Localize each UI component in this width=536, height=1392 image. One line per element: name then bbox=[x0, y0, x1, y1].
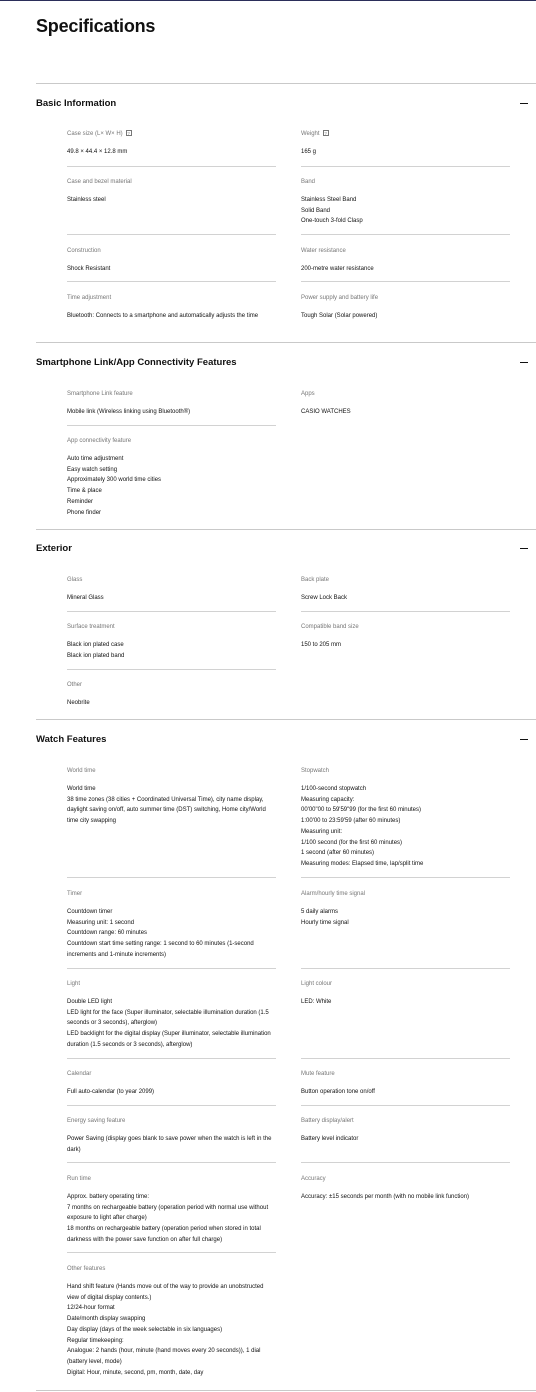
item-divider bbox=[67, 425, 276, 426]
spec-value-line: Power Saving (display goes blank to save power when the watch is left in the dark) bbox=[67, 1136, 272, 1153]
spec-value bbox=[67, 593, 276, 604]
spec-value bbox=[301, 640, 510, 651]
item-divider bbox=[67, 166, 276, 167]
spec-value bbox=[67, 311, 276, 322]
spec-value-line: Measuring unit: bbox=[301, 828, 343, 835]
item-divider bbox=[67, 281, 276, 282]
spec-item-other bbox=[67, 681, 276, 709]
spec-item-mute-feature bbox=[301, 1070, 510, 1098]
spec-value-line: LED backlight for the digital display (Super illuminator, selectable illumination duration (1.5 seconds or 3 seconds), afterglow) bbox=[67, 1031, 271, 1048]
spec-label: Alarm/hourly time signal bbox=[301, 891, 366, 897]
spec-label: Glass bbox=[67, 577, 83, 583]
spec-value bbox=[301, 1087, 510, 1098]
spec-value-line: Easy watch setting bbox=[67, 466, 118, 473]
spec-item-smartphone-link-feature bbox=[67, 390, 276, 418]
spec-item-energy-saving-feature bbox=[67, 1117, 276, 1155]
spec-value-line: 12/24-hour format bbox=[67, 1305, 115, 1312]
spec-value bbox=[301, 997, 510, 1008]
collapse-minus-icon[interactable] bbox=[520, 739, 528, 740]
spec-item-stopwatch bbox=[301, 767, 510, 870]
spec-label: World time bbox=[67, 768, 96, 774]
spec-value-line: Approximately 300 world time cities bbox=[67, 477, 162, 484]
item-divider bbox=[301, 968, 510, 969]
spec-item-run-time bbox=[67, 1175, 276, 1246]
spec-label: Power supply and battery life bbox=[301, 295, 379, 301]
item-divider bbox=[301, 611, 510, 612]
spec-value bbox=[67, 1282, 276, 1378]
item-divider bbox=[67, 234, 276, 235]
spec-value-line: Approx. battery operating time: bbox=[67, 1194, 150, 1200]
item-divider bbox=[67, 877, 276, 878]
spec-item-app-connectivity-feature bbox=[67, 437, 276, 518]
spec-value-line: Countdown start time setting range: 1 second to 60 minutes (1-second increments and 1-minute increments) bbox=[67, 941, 254, 958]
spec-label: Timer bbox=[67, 891, 83, 897]
item-divider bbox=[301, 1105, 510, 1106]
spec-value bbox=[301, 311, 510, 322]
spec-label: Other bbox=[67, 682, 83, 688]
spec-value bbox=[67, 997, 276, 1051]
spec-item-case-size-l-w-h bbox=[67, 130, 276, 158]
spec-value-line: 150 to 205 mm bbox=[301, 642, 342, 648]
spec-label: Light bbox=[67, 981, 81, 987]
spec-value-line: Tough Solar (Solar powered) bbox=[301, 313, 378, 319]
spec-value bbox=[67, 407, 276, 418]
spec-label: Weight ? bbox=[301, 131, 327, 137]
section-divider bbox=[36, 342, 536, 343]
spec-item-accuracy bbox=[301, 1175, 510, 1203]
spec-value-line: Mobile link (Wireless linking using Bluetooth®) bbox=[67, 409, 191, 415]
spec-label: Calendar bbox=[67, 1071, 92, 1077]
collapse-minus-icon[interactable] bbox=[520, 362, 528, 363]
spec-item-battery-display-alert bbox=[301, 1117, 510, 1145]
spec-value-line: 165 g bbox=[301, 149, 317, 155]
spec-value-line: Accuracy: ±15 seconds per month (with no mobile link function) bbox=[301, 1194, 470, 1200]
spec-label: Water resistance bbox=[301, 248, 346, 254]
spec-value-line: Reminder bbox=[67, 498, 94, 505]
spec-value-line: Full auto-calendar (to year 2099) bbox=[67, 1089, 155, 1095]
spec-value-line: CASIO WATCHES bbox=[301, 409, 351, 415]
info-icon[interactable]: ? bbox=[324, 131, 327, 137]
spec-value-line: World time bbox=[67, 786, 96, 792]
spec-value-line: Countdown range: 60 minutes bbox=[67, 930, 148, 937]
spec-value-line: Phone finder bbox=[67, 509, 102, 516]
spec-value-line: Neobrite bbox=[67, 700, 90, 706]
spec-value bbox=[67, 784, 276, 827]
spec-value-line: Measuring modes: Elapsed time, lap/split time bbox=[301, 860, 424, 867]
spec-value-line: LED light for the face (Super illuminator, selectable illumination duration (1.5 seconds or 3 seconds), afterglow) bbox=[67, 1009, 269, 1027]
spec-value-line: Solid Band bbox=[301, 207, 331, 214]
spec-value-line: Hourly time signal bbox=[301, 919, 349, 926]
spec-value-line: 5 daily alarms bbox=[301, 909, 339, 915]
spec-item-light bbox=[67, 980, 276, 1051]
spec-item-water-resistance bbox=[301, 247, 510, 275]
spec-value-line: Digital: Hour, minute, second, pm, month, date, day bbox=[67, 1369, 204, 1376]
spec-label: Battery display/alert bbox=[301, 1118, 354, 1124]
spec-label: Energy saving feature bbox=[67, 1118, 126, 1124]
spec-value bbox=[301, 784, 510, 870]
spec-value bbox=[301, 593, 510, 604]
spec-value bbox=[301, 407, 510, 418]
spec-value-line: Day display (days of the week selectable in six languages) bbox=[67, 1326, 223, 1333]
spec-item-time-adjustment bbox=[67, 294, 276, 322]
spec-value-line: Hand shift feature (Hands move out of the way to provide an unobstructed view of digital display contents.) bbox=[67, 1284, 264, 1301]
spec-item-power-supply-and-battery-life bbox=[301, 294, 510, 322]
section-header-smartphone-link-app-connectivity-features[interactable] bbox=[36, 355, 526, 371]
spec-value-line: Analogue: 2 hands (hour, minute (hand moves every 20 seconds)), 1 dial (battery level, mode) bbox=[67, 1348, 261, 1365]
spec-value bbox=[67, 264, 276, 275]
spec-label: App connectivity feature bbox=[67, 438, 132, 444]
spec-value bbox=[301, 907, 510, 928]
spec-value-line: Button operation tone on/off bbox=[301, 1089, 375, 1095]
spec-value-line: 1/100 second (for the first 60 minutes) bbox=[301, 839, 403, 846]
section-title: Exterior bbox=[36, 543, 72, 554]
spec-value bbox=[67, 454, 276, 518]
spec-label: Smartphone Link feature bbox=[67, 391, 133, 397]
section-divider bbox=[36, 719, 536, 720]
spec-label: Time adjustment bbox=[67, 295, 112, 301]
spec-item-back-plate bbox=[301, 576, 510, 604]
item-divider bbox=[67, 1058, 276, 1059]
spec-item-apps bbox=[301, 390, 510, 418]
spec-label: Construction bbox=[67, 248, 101, 254]
spec-value-line: 00'00"00 to 59'59"99 (for the first 60 minutes) bbox=[301, 807, 421, 814]
spec-value-line: Countdown timer bbox=[67, 909, 113, 915]
spec-value-line: Date/month display swapping bbox=[67, 1316, 146, 1323]
spec-label: Compatible band size bbox=[301, 624, 359, 630]
spec-label: Accuracy bbox=[301, 1176, 326, 1182]
spec-value bbox=[301, 1134, 510, 1145]
spec-value-line: 38 time zones (38 cities + Coordinated Universal Time), city name display, daylight saving on/off, auto summer time (DST) switching, Home city/World time city swapping bbox=[67, 796, 266, 825]
spec-item-calendar bbox=[67, 1070, 276, 1098]
section-divider bbox=[36, 529, 536, 530]
spec-value bbox=[67, 1134, 276, 1155]
spec-value-line: Shock Resistant bbox=[67, 266, 111, 272]
spec-value-line: Stainless Steel Band bbox=[301, 197, 357, 203]
spec-value-line: Black ion plated band bbox=[67, 652, 125, 659]
spec-label: Light colour bbox=[301, 981, 333, 987]
spec-value bbox=[301, 1192, 510, 1203]
spec-item-alarm-hourly-time-signal bbox=[301, 890, 510, 928]
page-title: Specifications bbox=[36, 16, 156, 36]
item-divider bbox=[67, 1162, 276, 1163]
section-divider bbox=[36, 1390, 536, 1391]
item-divider bbox=[67, 1105, 276, 1106]
spec-value bbox=[67, 640, 276, 661]
spec-label: Band bbox=[301, 179, 316, 185]
item-divider bbox=[301, 877, 510, 878]
spec-item-weight bbox=[301, 130, 510, 158]
item-divider bbox=[301, 1162, 510, 1163]
section-header-watch-features[interactable] bbox=[36, 732, 526, 748]
spec-value-line: 18 months on rechargeable battery (operation period when stored in total darkness with the power save function on after full charge) bbox=[67, 1226, 261, 1243]
spec-value bbox=[67, 1087, 276, 1098]
spec-value bbox=[301, 147, 510, 158]
spec-value bbox=[67, 698, 276, 709]
spec-value bbox=[301, 264, 510, 275]
spec-value-line: 49.8 × 44.4 × 12.8 mm bbox=[67, 149, 128, 155]
spec-value-line: Stainless steel bbox=[67, 197, 106, 203]
section-title: Smartphone Link/App Connectivity Features bbox=[36, 357, 237, 368]
spec-value-line: Double LED light bbox=[67, 999, 113, 1005]
section-header-basic-information[interactable] bbox=[36, 96, 526, 112]
spec-label: Other features bbox=[67, 1266, 106, 1272]
spec-value-line: 1 second (after 60 minutes) bbox=[301, 850, 375, 857]
spec-value bbox=[67, 147, 276, 158]
spec-value-line: Auto time adjustment bbox=[67, 456, 124, 462]
collapse-minus-icon[interactable] bbox=[520, 103, 528, 104]
spec-label: Surface treatment bbox=[67, 624, 115, 630]
section-title: Watch Features bbox=[36, 734, 107, 745]
section-divider bbox=[36, 83, 536, 84]
section-title: Basic Information bbox=[36, 98, 117, 109]
spec-value bbox=[67, 1192, 276, 1246]
spec-value-line: 7 months on rechargeable battery (operation period with normal use without exposure to light after charge) bbox=[67, 1204, 269, 1222]
spec-value-line: LED: White bbox=[301, 999, 332, 1005]
spec-value-line: Screw Lock Back bbox=[301, 595, 348, 601]
spec-item-glass bbox=[67, 576, 276, 604]
spec-item-compatible-band-size bbox=[301, 623, 510, 651]
spec-item-other-features bbox=[67, 1265, 276, 1378]
spec-item-case-and-bezel-material bbox=[67, 178, 276, 206]
item-divider bbox=[67, 1252, 276, 1253]
spec-value-line: Measuring capacity: bbox=[301, 796, 355, 803]
item-divider bbox=[301, 1058, 510, 1059]
spec-value bbox=[67, 195, 276, 206]
spec-value-line: 200-metre water resistance bbox=[301, 266, 374, 272]
spec-value bbox=[67, 907, 276, 961]
item-divider bbox=[301, 166, 510, 167]
spec-value-line: Battery level indicator bbox=[301, 1136, 359, 1142]
item-divider bbox=[301, 234, 510, 235]
spec-value-line: Time & place bbox=[67, 488, 102, 495]
spec-label: Case and bezel material bbox=[67, 179, 132, 185]
item-divider bbox=[67, 611, 276, 612]
spec-value-line: Black ion plated case bbox=[67, 642, 124, 648]
spec-value-line: Mineral Glass bbox=[67, 595, 104, 601]
spec-label: Apps bbox=[301, 391, 315, 397]
spec-label: Mute feature bbox=[301, 1071, 335, 1077]
spec-item-surface-treatment bbox=[67, 623, 276, 661]
spec-label: Run time bbox=[67, 1176, 92, 1182]
spec-item-world-time bbox=[67, 767, 276, 827]
top-border bbox=[0, 0, 536, 1]
spec-value bbox=[301, 195, 510, 227]
item-divider bbox=[67, 968, 276, 969]
spec-item-band bbox=[301, 178, 510, 227]
spec-value-line: One-touch 3-fold Clasp bbox=[301, 218, 363, 225]
section-header-exterior[interactable] bbox=[36, 541, 526, 557]
spec-value-line: 1/100-second stopwatch bbox=[301, 786, 367, 792]
spec-label: Back plate bbox=[301, 577, 330, 583]
spec-item-timer bbox=[67, 890, 276, 961]
info-icon[interactable]: ? bbox=[127, 131, 130, 137]
spec-item-light-colour bbox=[301, 980, 510, 1008]
spec-value-line: Bluetooth: Connects to a smartphone and automatically adjusts the time bbox=[67, 313, 259, 319]
spec-value-line: 1:00'00 to 23:59'59 (after 60 minutes) bbox=[301, 818, 401, 825]
spec-item-construction bbox=[67, 247, 276, 275]
item-divider bbox=[301, 281, 510, 282]
item-divider bbox=[67, 669, 276, 670]
spec-label: Stopwatch bbox=[301, 768, 330, 774]
spec-value-line: Measuring unit: 1 second bbox=[67, 919, 135, 926]
spec-label: Case size (L× W× H) ? bbox=[67, 131, 130, 137]
collapse-minus-icon[interactable] bbox=[520, 548, 528, 549]
spec-value-line: Regular timekeeping: bbox=[67, 1337, 124, 1344]
